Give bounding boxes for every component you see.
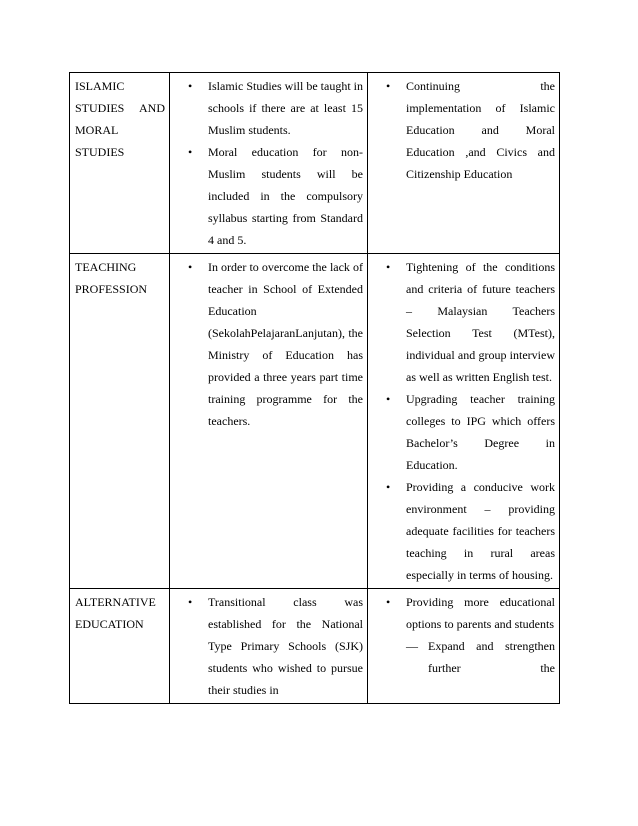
improvements-cell (368, 254, 560, 589)
improvements-cell (368, 73, 560, 254)
category-line: TEACHING (75, 260, 137, 274)
dash-text-continued: further the (428, 661, 555, 675)
list-item: • Upgrading teacher training colleges to IPG which offers Bachelor’s Degree in Education. (406, 388, 555, 476)
category-cell (70, 254, 170, 589)
table-row (70, 589, 560, 704)
list-item: • Tightening of the conditions and criteria of future teachers – Malaysian Teachers Selection Test (MTest), individual and group interview as well as written English test. (406, 256, 555, 388)
dash-text: Expand and strengthen (428, 639, 555, 653)
current-measures-cell (170, 254, 368, 589)
table-row (70, 254, 560, 589)
current-measures-cell (170, 589, 368, 704)
current-measures-cell (170, 73, 368, 254)
dash-mark: — (406, 639, 418, 653)
list-item: • Moral education for non-Muslim students will be included in the compulsory syllabus starting from Standard 4 and 5. (208, 141, 363, 251)
category-line: MORAL (75, 123, 119, 137)
category-cell (70, 73, 170, 254)
improvements-cell (368, 589, 560, 704)
list-item: • Providing more educational options to parents and students (406, 591, 555, 635)
list-item: • Continuing the implementation of Islamic Education and Moral Education ,and Civics and Citizenship Education (406, 75, 555, 185)
list-item: • Providing a conducive work environment – providing adequate facilities for teachers teaching in rural areas especially in terms of housing. (406, 476, 555, 586)
category-line: ALTERNATIVE (75, 595, 156, 609)
dash-sub-item (373, 635, 555, 679)
category-line: STUDIES AND (75, 101, 165, 115)
category-line: PROFESSION (75, 282, 148, 296)
table-row (70, 73, 560, 254)
category-line: ISLAMIC (75, 79, 125, 93)
list-item: • Transitional class was established for the National Type Primary Schools (SJK) students who wished to pursue their studies in (208, 591, 363, 701)
category-line: STUDIES (75, 145, 125, 159)
list-item: • Islamic Studies will be taught in schools if there are at least 15 Muslim students. (208, 75, 363, 141)
education-policy-table (69, 72, 560, 704)
category-line: EDUCATION (75, 617, 144, 631)
list-item: • In order to overcome the lack of teacher in School of Extended Education (SekolahPelajaranLanjutan), the Ministry of Education has provided a three years part time training programme for the teachers. (208, 256, 363, 432)
category-cell (70, 589, 170, 704)
